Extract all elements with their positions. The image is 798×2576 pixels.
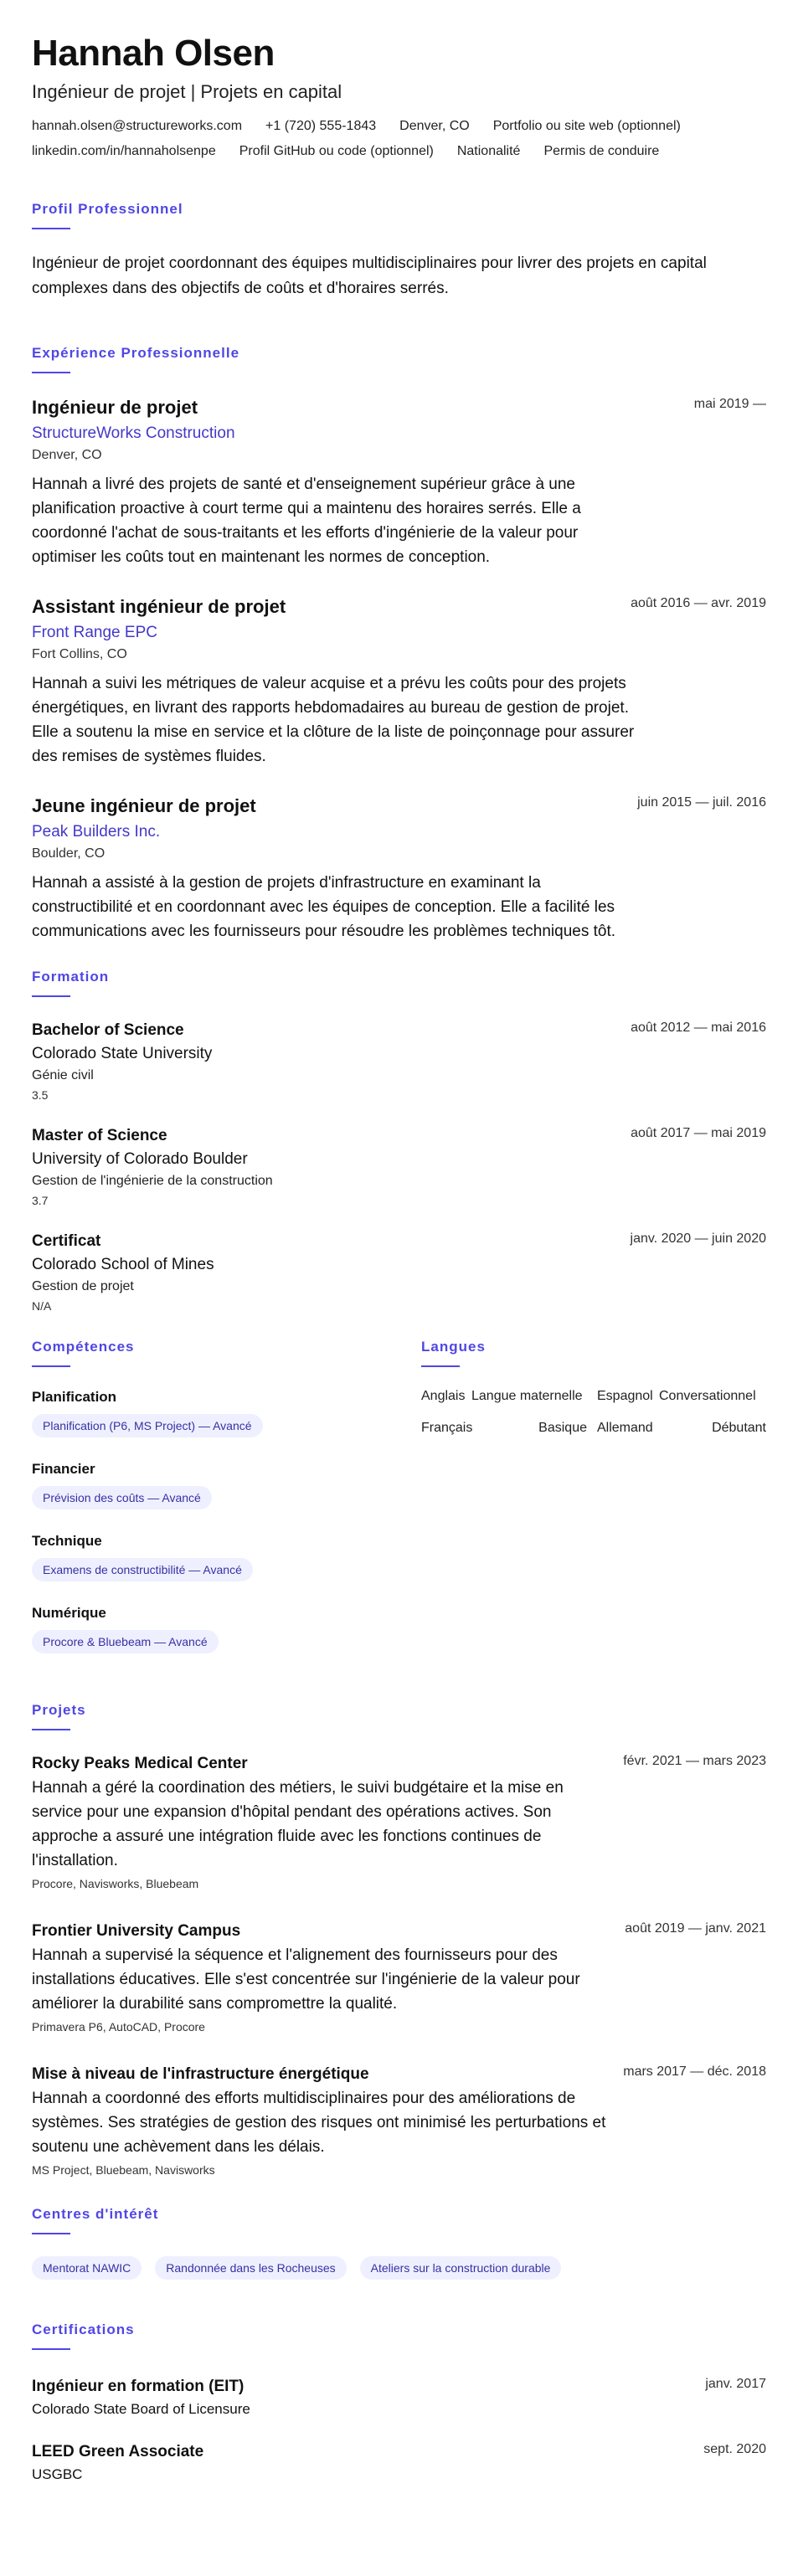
section-title: Profil Professionnel <box>32 201 183 217</box>
project-description: Hannah a géré la coordination des métiers, le suivi budgétaire et la mise en service pour une expansion d'hôpital pendant des opérations actives. Son approche a assuré une intégration fluide avec les fonctions continues de l'installation. <box>32 1779 564 1869</box>
certification-org: Colorado State Board of Licensure <box>32 2401 250 2417</box>
contact-location: Denver, CO <box>399 119 470 133</box>
certification-name: Ingénieur en formation (EIT) <box>32 2378 245 2395</box>
language-name: Allemand <box>597 1421 653 1435</box>
project-name: Frontier University Campus <box>32 1922 241 1940</box>
project-description: Hannah a coordonné des efforts multidisciplinaires pour des améliorations de systèmes. Ses stratégies de gestion des risques ont minimisé les perturbations et soutenu une achèvement dans les délais. <box>32 2090 606 2156</box>
job-location: Fort Collins, CO <box>32 647 127 661</box>
education-degree: Master of Science <box>32 1127 167 1144</box>
interest-pill: Mentorat NAWIC <box>32 2256 142 2280</box>
certifications-section <box>32 2321 766 2486</box>
skill-category: Technique <box>32 1533 102 1549</box>
project-date: mars 2017 — déc. 2018 <box>623 2064 766 2079</box>
project-tech: MS Project, Bluebeam, Navisworks <box>32 2163 215 2177</box>
skill-group <box>32 1461 421 1509</box>
section-divider <box>32 228 70 229</box>
skill-pill: Planification (P6, MS Project) — Avancé <box>32 1414 263 1437</box>
languages-section <box>421 1339 766 1677</box>
interest-pill: Ateliers sur la construction durable <box>360 2256 562 2280</box>
experience-section <box>32 345 766 944</box>
skill-category: Financier <box>32 1461 95 1477</box>
skills-languages-row <box>32 1339 766 1677</box>
language-level: Débutant <box>712 1421 766 1435</box>
section-title: Centres d'intérêt <box>32 2206 159 2222</box>
job-entry <box>32 794 766 944</box>
section-title: Projets <box>32 1702 86 1718</box>
candidate-title: Ingénieur de projet | Projets en capital <box>32 81 342 102</box>
job-date: août 2016 — avr. 2019 <box>631 596 766 610</box>
contact-portfolio[interactable]: Portfolio ou site web (optionnel) <box>492 119 681 133</box>
job-entry <box>32 395 766 569</box>
skills-section <box>32 1339 421 1677</box>
profile-section <box>32 201 766 301</box>
certification-entry <box>32 2440 766 2486</box>
skill-category: Planification <box>32 1389 117 1405</box>
certification-name: LEED Green Associate <box>32 2443 204 2460</box>
contact-nationality: Nationalité <box>456 144 521 158</box>
education-date: août 2017 — mai 2019 <box>631 1126 766 1140</box>
project-tech: Procore, Navisworks, Bluebeam <box>32 1877 199 1890</box>
section-title: Langues <box>421 1339 486 1355</box>
job-company: StructureWorks Construction <box>32 424 235 442</box>
education-grade: 3.5 <box>32 1088 49 1102</box>
certification-org: USGBC <box>32 2466 83 2482</box>
skill-group <box>32 1605 421 1653</box>
education-school: University of Colorado Boulder <box>32 1150 248 1168</box>
skill-group <box>32 1389 421 1437</box>
projects-section <box>32 1702 766 2179</box>
section-divider <box>32 995 70 997</box>
language-level: Langue maternelle <box>471 1389 583 1403</box>
contact-license: Permis de conduire <box>543 144 660 158</box>
job-title: Ingénieur de projet <box>32 397 198 418</box>
section-title: Expérience Professionnelle <box>32 345 240 361</box>
education-field: Gestion de l'ingénierie de la construction <box>32 1174 273 1188</box>
project-description: Hannah a supervisé la séquence et l'alignement des fournisseurs pour des installations éducatives. Elle s'est concentrée sur l'ingénierie de la valeur pour améliorer la durabilité sans compromettre la qualité. <box>32 1946 580 2013</box>
job-entry <box>32 594 766 769</box>
education-date: août 2012 — mai 2016 <box>631 1021 766 1035</box>
project-entry <box>32 1920 766 2036</box>
section-divider <box>32 372 70 373</box>
certification-date: sept. 2020 <box>703 2442 766 2456</box>
section-divider <box>32 2348 70 2350</box>
project-entry <box>32 2063 766 2179</box>
skill-group <box>32 1533 421 1581</box>
interest-pill: Randonnée dans les Rocheuses <box>155 2256 346 2280</box>
project-name: Rocky Peaks Medical Center <box>32 1755 248 1772</box>
section-divider <box>32 2233 70 2234</box>
section-divider <box>421 1365 460 1367</box>
interests-section <box>32 2206 766 2280</box>
language-list <box>421 1389 766 1436</box>
project-name: Mise à niveau de l'infrastructure énergétique <box>32 2065 369 2083</box>
project-entry <box>32 1752 766 1893</box>
candidate-name: Hannah Olsen <box>32 33 275 74</box>
job-location: Denver, CO <box>32 448 102 462</box>
education-date: janv. 2020 — juin 2020 <box>630 1231 766 1246</box>
education-field: Gestion de projet <box>32 1279 134 1293</box>
job-description: Hannah a livré des projets de santé et d'enseignement supérieur grâce à une planification proactive à court terme qui a maintenu des horaires serrés. Elle a coordonné l'achat de sous-traitants et les efforts d'ingénierie de la valeur pour optimiser les coûts tout en maintenant les normes de conception. <box>32 476 581 566</box>
section-divider <box>32 1365 70 1367</box>
job-description: Hannah a suivi les métriques de valeur acquise et a prévu les coûts pour des projets énergétiques, en livrant des rapports hebdomadaires au bureau de gestion de projet. Elle a soutenu la mise en service et la clôture de la liste de poinçonnage pour assurer des remises de systèmes fluides. <box>32 675 635 765</box>
job-company: Peak Builders Inc. <box>32 823 161 841</box>
section-title: Compétences <box>32 1339 135 1355</box>
job-title: Assistant ingénieur de projet <box>32 596 286 617</box>
job-date: juin 2015 — juil. 2016 <box>637 795 766 810</box>
language-level: Conversationnel <box>659 1389 756 1403</box>
profile-summary: Ingénieur de projet coordonnant des équipes multidisciplinaires pour livrer des projets en capital complexes dans des objectifs de coûts et d'horaires serrés. <box>32 255 707 297</box>
project-date: août 2019 — janv. 2021 <box>625 1921 766 1936</box>
education-section <box>32 969 766 1315</box>
section-title: Formation <box>32 969 110 985</box>
resume-header <box>32 32 766 159</box>
language-name: Espagnol <box>597 1389 653 1403</box>
job-location: Boulder, CO <box>32 846 106 861</box>
contact-linkedin[interactable]: linkedin.com/in/hannaholsenpe <box>32 144 216 158</box>
education-field: Génie civil <box>32 1068 94 1082</box>
job-title: Jeune ingénieur de projet <box>32 795 256 816</box>
interest-list <box>32 2256 766 2280</box>
skill-pill: Prévision des coûts — Avancé <box>32 1486 212 1509</box>
education-entry <box>32 1019 766 1104</box>
language-name: Français <box>421 1421 473 1435</box>
language-level: Basique <box>538 1421 587 1435</box>
job-description: Hannah a assisté à la gestion de projets d'infrastructure en examinant la constructibilité et en coordonnant avec les équipes de conception. Elle a facilité les communications avec les fournisseurs pour résoudre les problèmes techniques tôt. <box>32 874 616 940</box>
education-degree: Certificat <box>32 1232 101 1250</box>
contact-list <box>32 119 752 159</box>
education-degree: Bachelor of Science <box>32 1021 184 1039</box>
certification-date: janv. 2017 <box>705 2377 766 2391</box>
section-divider <box>32 1729 70 1730</box>
contact-email[interactable]: hannah.olsen@structureworks.com <box>32 119 243 133</box>
contact-github[interactable]: Profil GitHub ou code (optionnel) <box>239 144 434 158</box>
job-date: mai 2019 — <box>693 397 766 411</box>
language-name: Anglais <box>421 1389 466 1403</box>
skill-category: Numérique <box>32 1605 106 1621</box>
education-entry <box>32 1124 766 1210</box>
education-grade: N/A <box>32 1299 52 1313</box>
education-school: Colorado School of Mines <box>32 1256 214 1273</box>
project-tech: Primavera P6, AutoCAD, Procore <box>32 2020 205 2034</box>
education-school: Colorado State University <box>32 1045 213 1062</box>
skill-pill: Procore & Bluebeam — Avancé <box>32 1630 219 1653</box>
contact-phone[interactable]: +1 (720) 555-1843 <box>265 119 377 133</box>
project-date: févr. 2021 — mars 2023 <box>623 1754 766 1768</box>
skill-pill: Examens de constructibilité — Avancé <box>32 1558 253 1581</box>
section-title: Certifications <box>32 2321 135 2337</box>
certification-entry <box>32 2375 766 2420</box>
job-company: Front Range EPC <box>32 624 157 641</box>
education-entry <box>32 1230 766 1315</box>
education-grade: 3.7 <box>32 1194 49 1207</box>
